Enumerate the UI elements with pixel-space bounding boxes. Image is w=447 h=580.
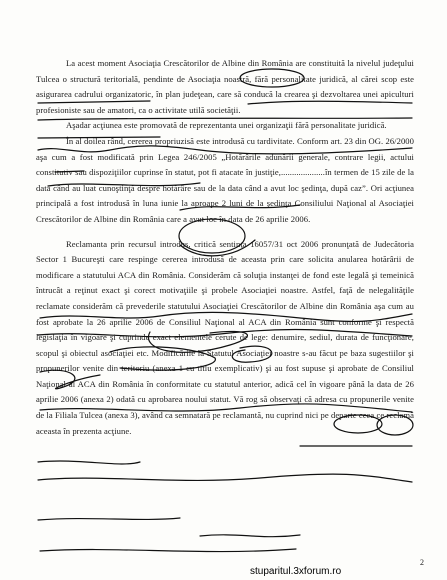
document-body xyxy=(36,56,414,439)
paragraph-association-structure: La acest moment Asociaţia Crescătorilor de Albine din România are constituită la nivelul judeţului Tulcea o structură teritorială, pendinte de Asociaţia noastră, fără personalitate juridică, al cărei scop este asigurarea cadrului organizatoric, în plan judeţean, care să conducă la crearea şi dezvoltarea unei apiculturi profesioniste sau de amatori, ca o activitate utilă societăţii. xyxy=(36,58,414,115)
annotation-curve-asociatiei xyxy=(38,461,140,464)
annotation-underline-filiala xyxy=(200,535,300,537)
paragraph-tardiness: În al doilea rând, cererea propriuzisă este introdusă cu tardivitate. Conform art. 23 din OG. 26/2000 aşa cum a fost modificată prin Legea 246/2005 „Hotărârile adunării generale, contrare legii, actului constitutiv sau dispoziţiilor cuprinse în statut, pot fi atacate în justiţie,....................în termen de 15 zile de la data când au luat cunoştinţă despre hotărâre sau de la data când a avut loc şedinţa, după caz”. Ori acţiunea principală a fost introdusă în luna iunie la aproape 2 luni de la şedinţa Consiliului Naţional al Asociaţiei Crescătorilor de Albine din România care a avut loc în data de 26 aprilie 2006. xyxy=(36,135,414,224)
annotation-underline-2006 xyxy=(38,518,180,520)
paragraph-appeal: Reclamanta prin recursul introdus, critică sentinţa 16057/31 oct 2006 pronunţată de Judecătoria Sector 1 Bucureşti care respinge cererea introdusă de aceasta prin care solicita anularea hotărârii de modificare a statutului ACA din România. Considerăm că soluţia instanţei de fond este legală şi temeinică întrucât a reţinut exact şi corect motivaţiile şi probele Asociaţiei noastre. Astfel, faţă de nelegalităţile reclamate considerăm că prevederile statutului Asociaţiei Crescătorilor de Albine din România aşa cum au fost aprobate la 26 aprilie 2006 de Consiliul Naţional al ACA din România sunt conforme şi respectă legislaţia în vigoare şi cuprinde exact elementele cerute de lege: denumire, sediul, durata de funcţionare, scopul şi obiectul asociaţiei etc. Modificările la Statutul Asociaţiei noastre s-au făcut pe baza sugestiilor şi propunerilor venite din teritoriu (anexa 1 cu titlu exemplicativ) şi au fost supuse şi aprobate de Consiliul Naţional al ACA din România în conformitate cu statutul anterior, adică cel în vigoare până la data de 26 aprilie 2006 (anexa 2) odată cu aprobarea noului statut. Vă rog să observaţi că adresa cu propunerile venite de la Filiala Tulcea (anexa 3), având ca semnatară pe reclamantă, nu cuprind nici pe departe ceea ce reclamă aceasta în prezenta acţiune. xyxy=(36,238,414,436)
annotation-wave-exemplicativ xyxy=(38,474,412,482)
paragraph-conclusion: Aşadar acţiunea este promovată de reprezentanta unei organizaţii fără personalitate juridică. xyxy=(66,120,387,131)
annotation-underline-final xyxy=(40,549,296,552)
site-watermark: stuparitul.3xforum.ro xyxy=(250,566,342,577)
page-number: 2 xyxy=(420,558,424,567)
